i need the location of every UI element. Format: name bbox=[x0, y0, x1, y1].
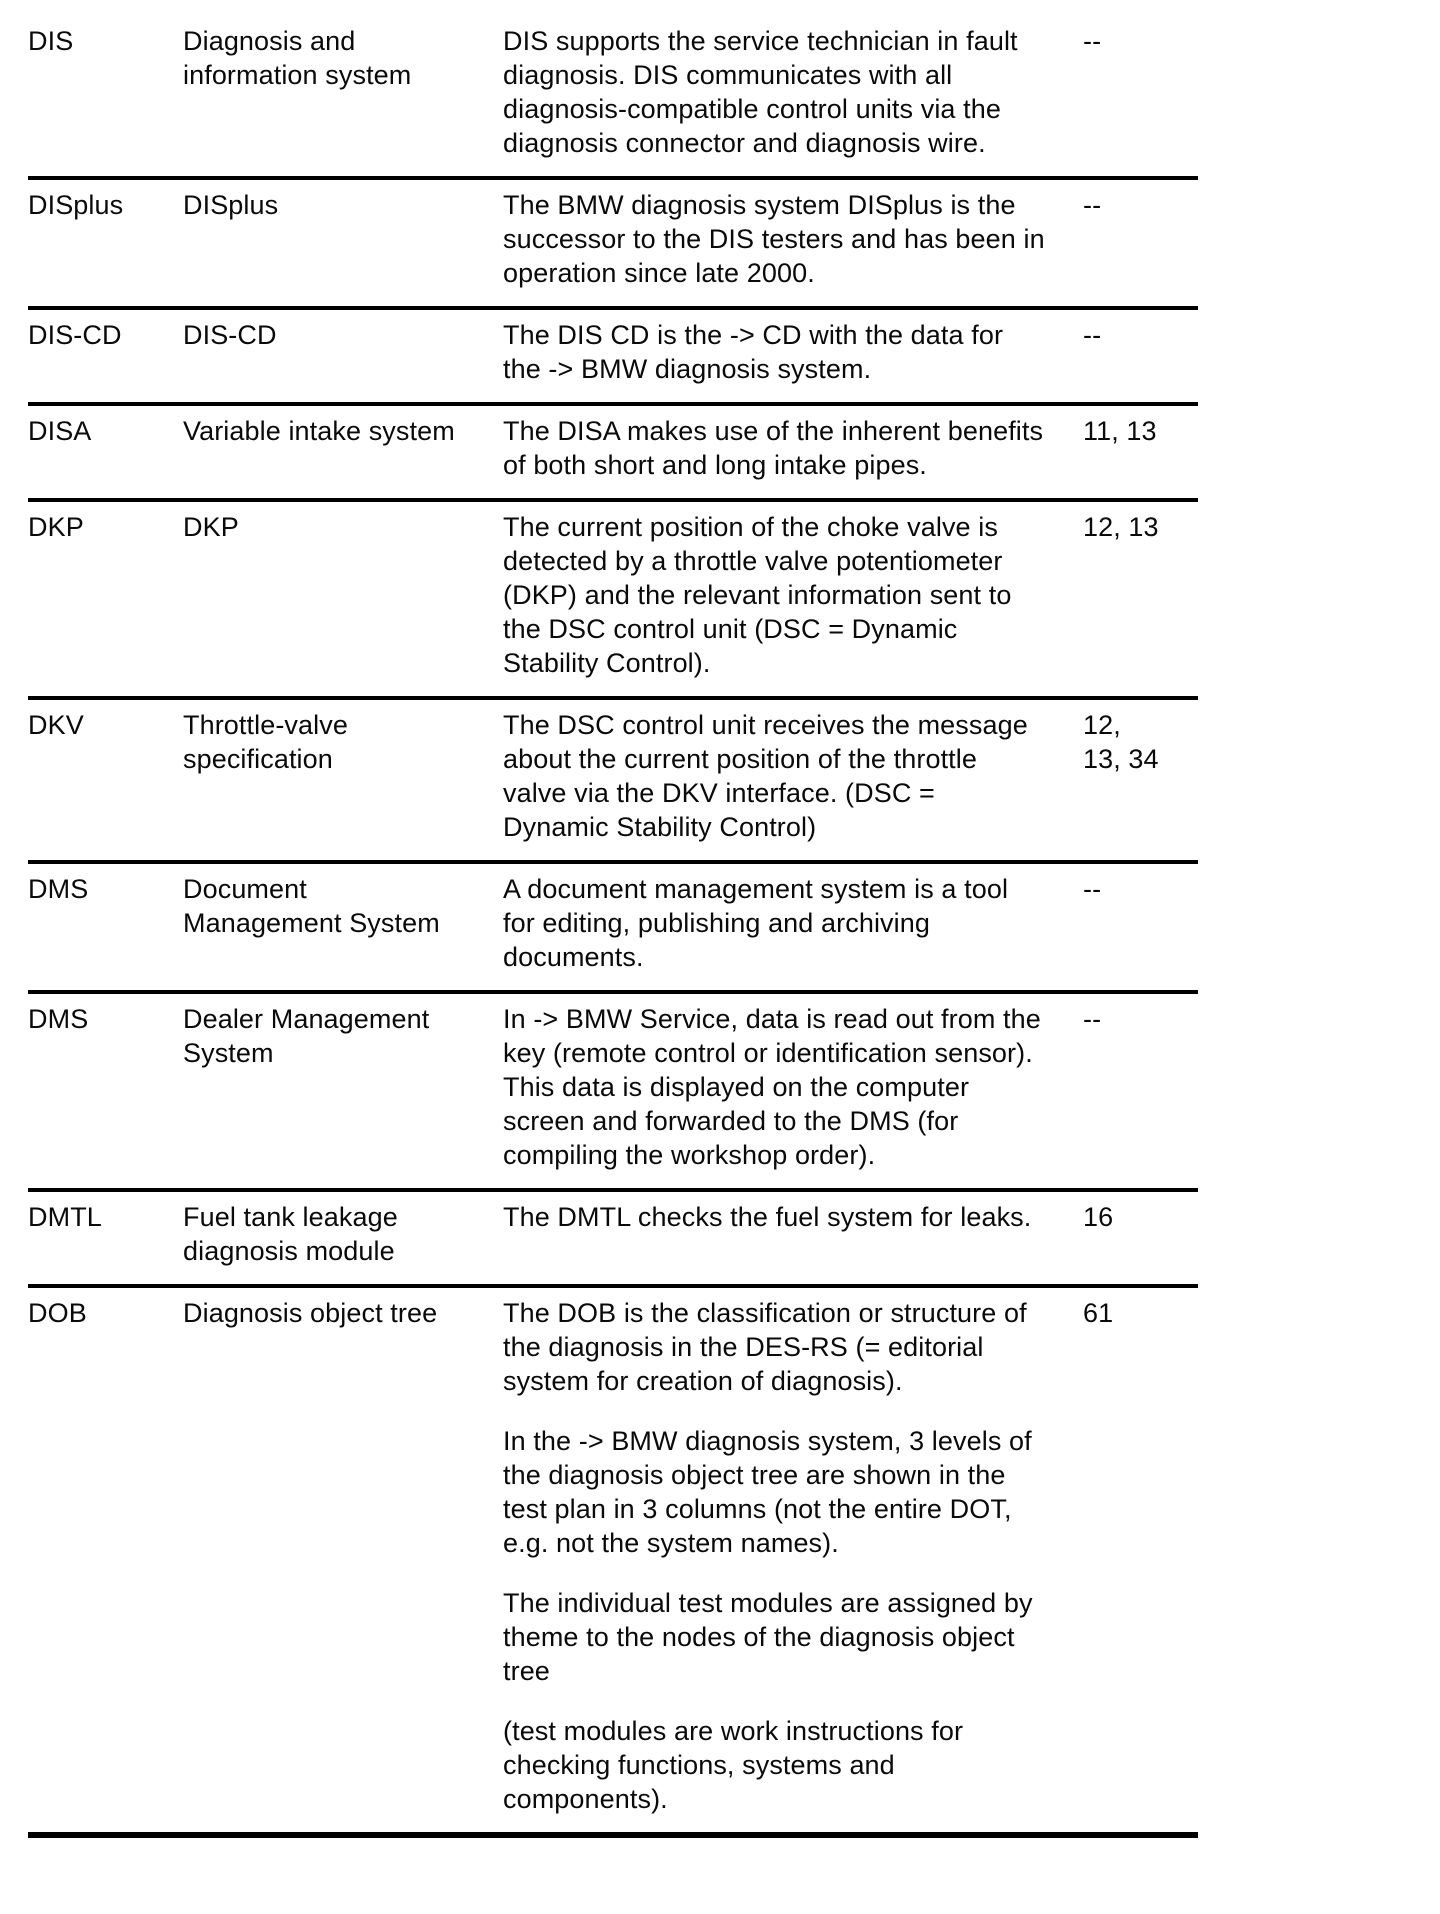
pages-cell bbox=[1083, 414, 1198, 482]
description-paragraph: A document management system is a tool for editing, publishing and archiving documents. bbox=[503, 874, 1009, 972]
page-ref-line: 12, 13 bbox=[1083, 512, 1159, 542]
description-cell bbox=[503, 1296, 1083, 1816]
description-cell bbox=[503, 414, 1083, 482]
pages-cell bbox=[1083, 708, 1198, 844]
table-row bbox=[28, 310, 1198, 406]
description-paragraph: The DIS CD is the -> CD with the data for the -> BMW diagnosis system. bbox=[503, 320, 1004, 384]
table-row bbox=[28, 864, 1198, 994]
table-row bbox=[28, 180, 1198, 310]
pages-cell bbox=[1083, 1200, 1198, 1268]
description-cell bbox=[503, 510, 1083, 680]
page-ref-line: 61 bbox=[1083, 1298, 1114, 1328]
term-cell: Document Management System bbox=[183, 874, 440, 938]
glossary-table bbox=[28, 16, 1198, 1838]
abbreviation-cell: DISA bbox=[28, 416, 92, 446]
description-cell bbox=[503, 318, 1083, 386]
table-row bbox=[28, 994, 1198, 1192]
term-cell: DKP bbox=[183, 512, 239, 542]
description-paragraph: The individual test modules are assigned by theme to the nodes of the diagnosis object tree bbox=[503, 1588, 1033, 1686]
pages-cell bbox=[1083, 1296, 1198, 1816]
abbreviation-cell: DMTL bbox=[28, 1202, 102, 1232]
table-row bbox=[28, 700, 1198, 864]
page-ref-line: 11, 13 bbox=[1083, 416, 1157, 446]
term-cell: DIS-CD bbox=[183, 320, 277, 350]
abbreviation-cell: DISplus bbox=[28, 190, 124, 220]
pages-cell bbox=[1083, 1002, 1198, 1172]
abbreviation-cell: DKP bbox=[28, 512, 84, 542]
term-cell: Dealer Management System bbox=[183, 1004, 430, 1068]
term-cell: Variable intake system bbox=[183, 416, 455, 446]
description-paragraph: DIS supports the service technician in fault diagnosis. DIS communicates with all diagnosis-compatible control units via the diagnosis connector and diagnosis wire. bbox=[503, 26, 1018, 158]
term-cell: Diagnosis object tree bbox=[183, 1298, 438, 1328]
description-cell bbox=[503, 708, 1083, 844]
page-ref-line: -- bbox=[1083, 320, 1102, 350]
description-cell bbox=[503, 1200, 1083, 1268]
description-cell bbox=[503, 1002, 1083, 1172]
description-paragraph: The DSC control unit receives the message about the current position of the throttle valve via the DKV interface. (DSC = Dynamic Stability Control) bbox=[503, 710, 1028, 842]
term-cell: Fuel tank leakage diagnosis module bbox=[183, 1202, 398, 1266]
pages-cell bbox=[1083, 510, 1198, 680]
description-paragraph: The BMW diagnosis system DISplus is the successor to the DIS testers and has been in operation since late 2000. bbox=[503, 190, 1045, 288]
pages-cell bbox=[1083, 188, 1198, 290]
description-paragraph: The DOB is the classification or structure of the diagnosis in the DES-RS (= editorial system for creation of diagnosis). bbox=[503, 1298, 1027, 1396]
description-cell bbox=[503, 188, 1083, 290]
abbreviation-cell: DIS bbox=[28, 26, 74, 56]
description-paragraph: The DISA makes use of the inherent benefits of both short and long intake pipes. bbox=[503, 416, 1044, 480]
pages-cell bbox=[1083, 318, 1198, 386]
page-ref-line: 12, bbox=[1083, 710, 1121, 740]
table-row bbox=[28, 1192, 1198, 1288]
abbreviation-cell: DOB bbox=[28, 1298, 87, 1328]
description-cell bbox=[503, 872, 1083, 974]
abbreviation-cell: DMS bbox=[28, 1004, 89, 1034]
description-cell bbox=[503, 24, 1083, 160]
description-paragraph: The DMTL checks the fuel system for leaks. bbox=[503, 1202, 1032, 1232]
pages-cell bbox=[1083, 872, 1198, 974]
table-row bbox=[28, 406, 1198, 502]
pages-cell bbox=[1083, 24, 1198, 160]
page-ref-line: 16 bbox=[1083, 1202, 1114, 1232]
term-cell: Diagnosis and information system bbox=[183, 26, 412, 90]
abbreviation-cell: DKV bbox=[28, 710, 84, 740]
page-ref-line: -- bbox=[1083, 26, 1102, 56]
table-row bbox=[28, 16, 1198, 180]
page-ref-line: -- bbox=[1083, 1004, 1102, 1034]
table-row bbox=[28, 1288, 1198, 1838]
page-ref-line: -- bbox=[1083, 874, 1102, 904]
description-paragraph: In -> BMW Service, data is read out from the key (remote control or identification sensor). This data is displayed on the computer screen and forwarded to the DMS (for compiling the workshop order). bbox=[503, 1004, 1041, 1170]
description-paragraph: In the -> BMW diagnosis system, 3 levels of the diagnosis object tree are shown in the test plan in 3 columns (not the entire DOT, e.g. not the system names). bbox=[503, 1426, 1032, 1558]
page-ref-line: 13, 34 bbox=[1083, 744, 1159, 774]
table-row bbox=[28, 502, 1198, 700]
page-ref-line: -- bbox=[1083, 190, 1102, 220]
abbreviation-cell: DMS bbox=[28, 874, 89, 904]
description-paragraph: (test modules are work instructions for checking functions, systems and components). bbox=[503, 1716, 964, 1814]
term-cell: DISplus bbox=[183, 190, 279, 220]
abbreviation-cell: DIS-CD bbox=[28, 320, 122, 350]
description-paragraph: The current position of the choke valve is detected by a throttle valve potentiometer (DKP) and the relevant information sent to the DSC control unit (DSC = Dynamic Stability Control). bbox=[503, 512, 1012, 678]
term-cell: Throttle-valve specification bbox=[183, 710, 348, 774]
